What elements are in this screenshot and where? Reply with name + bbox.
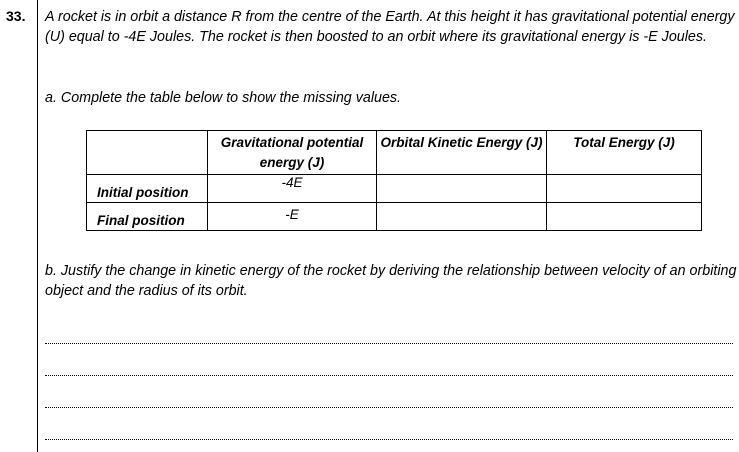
row-label-initial: Initial position [87, 175, 208, 203]
margin-rule [37, 0, 38, 452]
row-label-final: Final position [87, 203, 208, 231]
header-gpe: Gravitational potential energy (J) [208, 131, 377, 175]
table-row [87, 203, 702, 231]
cell-final-ke[interactable] [377, 203, 547, 231]
answer-line-1[interactable] [45, 343, 733, 344]
energy-table [86, 130, 702, 231]
header-total: Total Energy (J) [547, 131, 702, 175]
answer-line-4[interactable] [45, 439, 733, 440]
question-number: 33. [6, 8, 26, 24]
cell-initial-ke[interactable] [377, 175, 547, 203]
table-header-row [87, 131, 702, 175]
part-b-instruction: b. Justify the change in kinetic energy of the rocket by deriving the relationship between velocity of an orbiting object and the radius of its orbit. [45, 263, 737, 299]
answer-line-2[interactable] [45, 375, 733, 376]
cell-final-gpe: -E [208, 203, 377, 231]
header-ke: Orbital Kinetic Energy (J) [377, 131, 547, 175]
table-row [87, 175, 702, 203]
part-a-instruction: a. Complete the table below to show the missing values. [45, 90, 402, 106]
cell-initial-gpe: -4E [208, 175, 377, 203]
cell-initial-total[interactable] [547, 175, 702, 203]
cell-final-total[interactable] [547, 203, 702, 231]
answer-line-3[interactable] [45, 407, 733, 408]
question-intro: A rocket is in orbit a distance R from the centre of the Earth. At this height it has gravitational potential energy (U) equal to -4E Joules. The rocket is then boosted to an orbit where its gravitational energy is -E Joules. [45, 9, 735, 45]
header-empty-cell [87, 131, 208, 175]
